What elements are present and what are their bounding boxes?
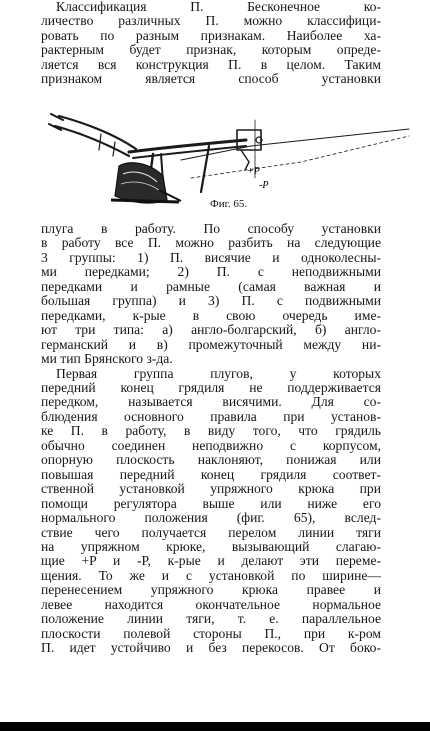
text-line: щие +P и -P, к-рые и делают эти переме- [41,553,381,569]
text-line: ровать по разным признакам. Наиболее ха- [41,27,381,43]
text-line: ми передками; 2) П. с неподвижными [41,264,381,280]
text-line: повышая передний конец грядиля соответ- [41,466,381,482]
text-line: рактерным будет признак, которым опреде- [41,42,381,58]
text-line: щения. То же и с установкой по ширине— [41,567,381,583]
text-line: ствие чего получается перелом линии тяги [41,524,381,540]
text-block-top [41,0,381,87]
text-line: нормального положения (фиг. 65), вслед- [41,510,381,526]
text-line: личество различных П. можно классифици- [41,13,381,29]
text-line: 3 группы: 1) П. висячие и одноколесны- [41,249,381,265]
text-line: ют три типа: а) англо-болгарский, б) англо- [41,322,381,338]
text-line: обычно соединен неподвижно с корпусом, [41,437,381,453]
text-line: ственной установкой упряжного крюка при [41,481,381,497]
text-line: на упряжном крюке, вызывающий слагаю- [41,538,381,554]
text-line: Первая группа плугов, у которых [56,365,381,381]
text-line: ке П. в работу, в виду того, что грядиль [41,423,381,439]
force-label-plus-p: +P [247,166,260,177]
text-line: плоскости полевой стороны П., при к-ром [41,625,381,641]
text-line: передком, называется висячими. Для со- [41,394,381,410]
text-line: передками, к-рые в свою очередь име- [41,307,381,323]
text-line: германский и в) промежуточный между ни- [41,336,381,352]
text-line: большая группа) и 3) П. с подвижными [41,293,381,309]
text-block-main [41,222,381,656]
text-line: Классификация П. Бесконечное ко- [56,0,381,14]
text-line: в работу все П. можно разбить на следующие [41,235,381,251]
text-line: перенесением упряжного крюка правее и [41,582,381,598]
text-line: положение линии тяги, т. е. параллельное [41,611,381,627]
text-line: ми тип Брянского з-да. [41,351,173,367]
scan-bottom-edge [0,722,430,731]
text-line: помощи регулятора выше или ниже его [41,495,381,511]
text-line: блюдения основного правила при установ- [41,408,381,424]
text-line: плуга в работу. По способу установки [41,221,381,236]
text-line: ляется вся конструкция П. в целом. Таким [41,56,381,72]
text-line: опорную плоскость наклоняют, понижая или [41,452,381,468]
figure-caption: Фиг. 65. [210,198,248,210]
text-line: передний конец грядиля не поддерживается [41,379,381,395]
force-label-minus-p: -P [259,180,269,191]
text-line: признаком является способ установки [41,71,381,87]
text-line: левее находится окончательное нормальное [41,596,381,612]
text-line: передками и рамные (самая важная и [41,278,381,294]
text-line: П. идет устойчиво и без перекосов. От боко- [41,640,381,656]
